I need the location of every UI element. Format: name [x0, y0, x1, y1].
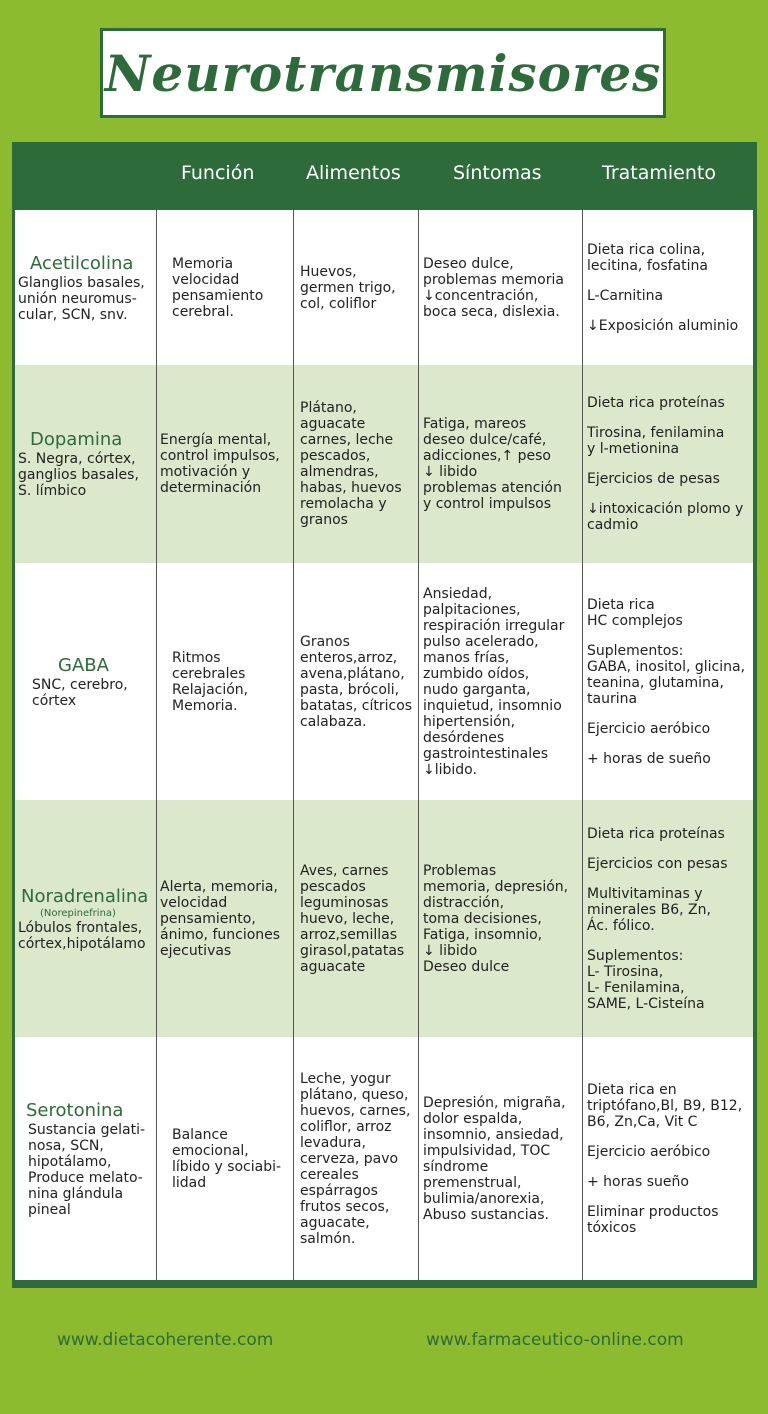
treatment-item: ↓intoxicación plomo y cadmio [587, 501, 744, 533]
footer-link-left[interactable]: www.dietacoherente.com [57, 1330, 274, 1350]
treatment-item: + horas sueño [587, 1173, 689, 1190]
neurotransmitter-cell [18, 800, 154, 1037]
neurotransmitter-name: Serotonina [26, 1099, 124, 1121]
neurotransmitter-name: Acetilcolina [30, 252, 134, 274]
funcion-cell: Ritmos cerebrales Relajación, Memoria. [172, 649, 249, 714]
treatment-item: Multivitaminas y minerales B6, Zn, Ác. fólico. [587, 885, 711, 934]
treatment-item: + horas de sueño [587, 750, 711, 767]
neurotransmitter-cell [18, 365, 154, 563]
table-row [15, 800, 753, 1037]
alimentos-cell: Granos enteros,arroz, avena,plátano, pasta, brócoli, batatas, cítricos calabaza. [300, 633, 413, 730]
header-funcion: Función [181, 162, 255, 184]
neurotransmitter-cell [18, 1037, 154, 1280]
sintomas-cell: Depresión, migraña, dolor espalda, insomnio, ansiedad, impulsividad, TOC síndrome premenstrual, bulimia/anorexia, Abuso sustancias. [423, 1094, 566, 1223]
treatment-item: Dieta rica proteínas [587, 825, 725, 842]
treatment-cell [587, 1037, 751, 1280]
title-box [100, 28, 666, 118]
neurotransmitter-name: Noradrenalina [21, 885, 149, 907]
sintomas-cell: Ansiedad, palpitaciones, respiración irregular pulso acelerado, manos frías, zumbido oídos, nudo garganta, inquietud, insomnio hipertensión, desórdenes gastrointestinales ↓libido. [423, 585, 565, 778]
alimentos-cell: Aves, carnes pescados leguminosas huevo, leche, arroz,semillas girasol,patatas aguacate [300, 862, 405, 975]
treatment-item: Ejercicios de pesas [587, 471, 720, 487]
treatment-item: Ejercicio aeróbico [587, 720, 711, 737]
treatment-item: L-Carnitina [587, 287, 664, 304]
table-row [15, 1037, 753, 1280]
neurotransmitter-name: GABA [58, 654, 109, 676]
treatment-cell [587, 563, 751, 800]
funcion-cell: Energía mental, control impulsos, motivación y determinación [160, 432, 280, 496]
footer-link-right[interactable]: www.farmaceutico-online.com [426, 1330, 684, 1350]
funcion-cell: Balance emocional, líbido y sociabi- lidad [172, 1126, 282, 1191]
sintomas-cell: Fatiga, mareos deseo dulce/café, adicciones,↑ peso ↓ libido problemas atención y control impulsos [423, 416, 562, 512]
neurotransmitter-location: Glanglios basales, unión neuromus- cular, SCN, snv. [18, 274, 145, 323]
column-divider [156, 1037, 157, 1280]
column-divider [156, 365, 157, 563]
treatment-cell [587, 365, 751, 563]
treatment-item: Tirosina, fenilamina y l-metionina [587, 425, 725, 457]
column-divider [156, 563, 157, 800]
header-tratamiento: Tratamiento [602, 162, 716, 184]
treatment-item: Dieta rica proteínas [587, 395, 725, 411]
neurotransmitter-cell [18, 563, 154, 800]
treatment-item: Suplementos: GABA, inositol, glicina, teanina, glutamina, taurina [587, 642, 746, 707]
treatment-item: Dieta rica colina, lecitina, fosfatina [587, 241, 708, 274]
column-divider [293, 800, 294, 1037]
column-divider [156, 800, 157, 1037]
neurotransmitter-location: Lóbulos frontales, córtex,hipotálamo [18, 919, 146, 952]
neurotransmitter-name: Dopamina [30, 429, 123, 450]
table-row [15, 210, 753, 365]
sintomas-cell: Problemas memoria, depresión, distracción, toma decisiones, Fatiga, insomnio, ↓ libido Deseo dulce [423, 862, 569, 975]
treatment-item: ↓Exposición aluminio [587, 317, 739, 334]
header-alimentos: Alimentos [306, 162, 401, 184]
funcion-cell: Alerta, memoria, velocidad pensamiento, ánimo, funciones ejecutivas [160, 878, 281, 959]
treatment-item: Ejercicios con pesas [587, 855, 728, 872]
treatment-cell [587, 210, 751, 365]
neurotransmitter-location: Sustancia gelati- nosa, SCN, hipotálamo, Produce melato- nina glándula pineal [28, 1121, 146, 1218]
treatment-item: Suplementos: L- Tirosina, L- Fenilamina, SAME, L-Cisteína [587, 947, 705, 1012]
table-row [15, 563, 753, 800]
neurotransmitter-alt-name: (Norepinefrina) [40, 907, 116, 919]
treatment-item: Ejercicio aeróbico [587, 1143, 711, 1160]
table-row [15, 365, 753, 563]
treatment-item: Dieta rica HC complejos [587, 596, 683, 629]
column-divider [156, 210, 157, 365]
treatment-item: Eliminar productos tóxicos [587, 1203, 719, 1236]
sintomas-cell: Deseo dulce, problemas memoria ↓concentración, boca seca, dislexia. [423, 255, 564, 320]
funcion-cell: Memoria velocidad pensamiento cerebral. [172, 255, 264, 320]
page-title: Neurotransmisores [104, 43, 662, 103]
alimentos-cell: Huevos, germen trigo, col, coliflor [300, 263, 396, 312]
column-divider [293, 365, 294, 563]
neurotransmitter-cell [18, 210, 154, 365]
treatment-cell [587, 800, 751, 1037]
neurotransmitter-location: SNC, cerebro, córtex [32, 676, 128, 709]
header-sintomas: Síntomas [453, 162, 542, 184]
alimentos-cell: Leche, yogur plátano, queso, huevos, carnes, coliflor, arroz levadura, cerveza, pavo cereales espárragos frutos secos, aguacate, salmón. [300, 1070, 411, 1247]
neurotransmitter-location: S. Negra, córtex, ganglios basales, S. límbico [18, 451, 139, 499]
treatment-item: Dieta rica en triptófano,Bl, B9, B12, B6, Zn,Ca, Vit C [587, 1081, 743, 1130]
alimentos-cell: Plátano, aguacate carnes, leche pescados, almendras, habas, huevos remolacha y granos [300, 400, 402, 528]
